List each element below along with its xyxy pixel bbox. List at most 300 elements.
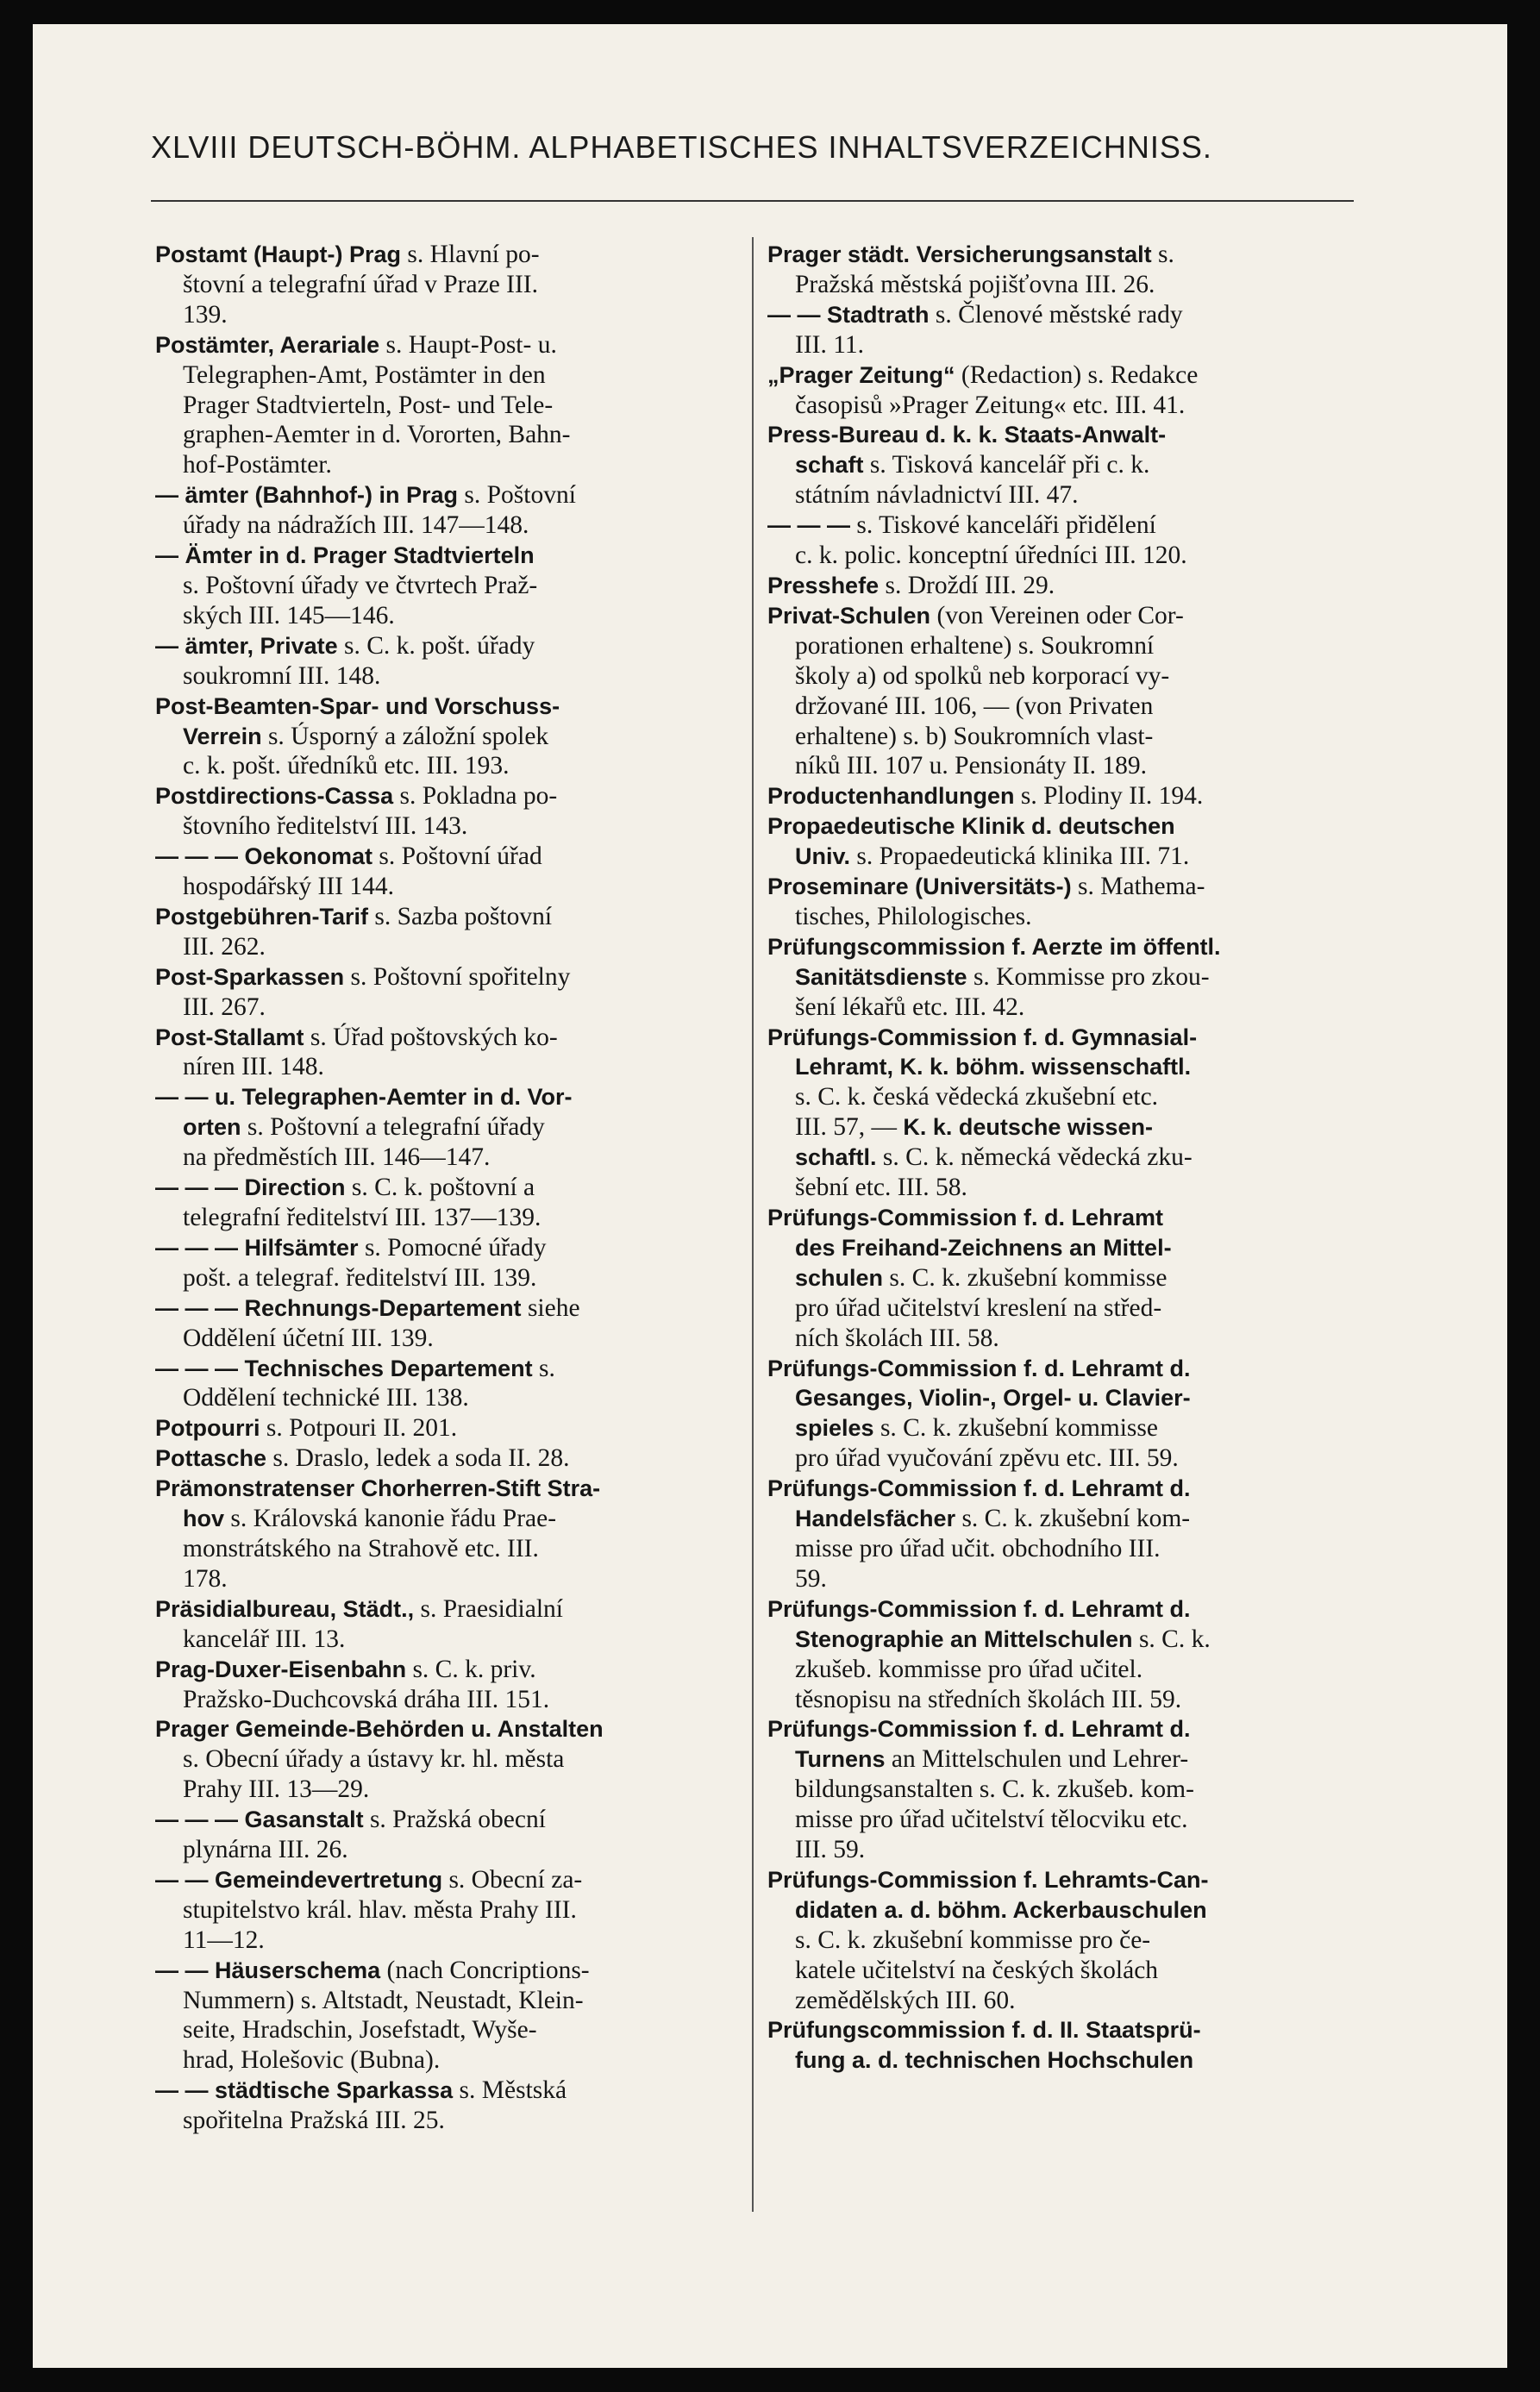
entry-line	[767, 1354, 1362, 1384]
entry-text: c. k. polic. konceptní úředníci III. 120.	[795, 542, 1187, 570]
entry-line	[767, 1865, 1362, 1895]
index-entry	[155, 1173, 750, 1233]
entry-text: státním návladnictví III. 47.	[795, 481, 1079, 510]
entry-line	[767, 1173, 1362, 1203]
entry-keyword: Prüfungs-Commission f. d. Lehramt d.	[767, 1475, 1191, 1502]
entry-line	[767, 1383, 1362, 1413]
entry-text: tisches, Philologisches.	[795, 902, 1032, 930]
entry-keyword: Prüfungscommission f. d. II. Staatsprü-	[767, 2017, 1201, 2044]
entry-text: s. Pokladna po-	[393, 782, 558, 811]
entry-line	[767, 601, 1362, 631]
entry-keyword: Prüfungs-Commission f. d. Lehramt d.	[767, 1595, 1191, 1622]
entry-line	[767, 932, 1362, 962]
entry-keyword: didaten a. d. böhm. Ackerbauschulen	[795, 1896, 1207, 1923]
entry-line	[767, 842, 1362, 872]
entry-text: an Mittelschulen und Lehrer-	[885, 1745, 1189, 1774]
entry-line	[155, 510, 750, 541]
entry-line	[767, 1775, 1362, 1805]
entry-text: s. Poštovní spořitelny	[344, 962, 571, 991]
entry-keyword: — — Stadtrath	[767, 301, 930, 328]
entry-text: Prahy III. 13—29.	[183, 1775, 370, 1804]
entry-line	[155, 1474, 750, 1504]
entry-text: Oddělení technické III. 138.	[183, 1384, 469, 1412]
entry-keyword: Postdirections-Cassa	[155, 783, 394, 810]
entry-line	[767, 751, 1362, 781]
entry-text: s. C. k. zkušební kom-	[955, 1505, 1191, 1533]
entry-keyword: Post-Sparkassen	[155, 963, 345, 990]
entry-text: ských III. 145—146.	[183, 601, 395, 629]
entry-keyword: spieles	[795, 1415, 874, 1442]
entry-line	[155, 1203, 750, 1233]
entry-text: Telegraphen-Amt, Postämter in den	[183, 360, 546, 389]
entry-text: s. Hlavní po-	[401, 241, 540, 268]
entry-line	[155, 1956, 750, 1986]
entry-text: s. Členové městské rady	[929, 300, 1183, 329]
index-entry	[767, 420, 1362, 510]
index-entry	[767, 510, 1362, 571]
index-entry	[767, 1474, 1362, 1594]
entry-text: s. Poštovní	[458, 481, 576, 510]
entry-line	[767, 631, 1362, 661]
entry-keyword: fung a. d. technischen Hochschulen	[795, 2047, 1194, 2074]
entry-line	[767, 510, 1362, 541]
entry-line	[767, 722, 1362, 752]
entry-keyword: Pottasche	[155, 1445, 267, 1472]
entry-text: s. C. k.	[1132, 1625, 1211, 1653]
entry-text: s. Tiskové kanceláři přidělení	[850, 511, 1156, 540]
entry-text: ních školách III. 58.	[795, 1324, 999, 1352]
entry-line	[155, 240, 750, 270]
entry-text: s. C. k. zkušební kommisse	[883, 1263, 1168, 1292]
index-entry	[155, 330, 750, 481]
entry-text: s.	[532, 1354, 555, 1382]
entry-line	[767, 872, 1362, 902]
entry-keyword: Post-Stallamt	[155, 1024, 304, 1050]
index-entry	[767, 781, 1362, 811]
entry-text: Pražsko-Duchcovská dráha III. 151.	[183, 1685, 550, 1713]
entry-keyword: schaft	[795, 452, 864, 479]
index-entry	[155, 541, 750, 631]
entry-line	[155, 300, 750, 330]
entry-text: hof-Postämter.	[183, 451, 332, 479]
entry-text: misse pro úřad učit. obchodního III.	[795, 1534, 1161, 1562]
entry-line	[155, 751, 750, 781]
entry-text: c. k. pošt. úředníků etc. III. 193.	[183, 752, 510, 780]
entry-keyword: Press-Bureau d. k. k. Staats-Anwalt-	[767, 422, 1167, 448]
right-column	[767, 240, 1362, 2076]
entry-line	[155, 962, 750, 992]
index-entry	[155, 1443, 750, 1474]
entry-text: s. Obecní úřady a ústavy kr. hl. města	[183, 1745, 565, 1774]
entry-keyword: Postämter, Aerariale	[155, 331, 380, 358]
entry-line	[767, 240, 1362, 270]
left-column	[155, 240, 750, 2136]
entry-text: zemědělských III. 60.	[795, 1986, 1016, 2014]
entry-line	[155, 1293, 750, 1324]
entry-line	[767, 1143, 1362, 1173]
entry-text: graphen-Aemter in d. Vororten, Bahn-	[183, 421, 571, 449]
entry-keyword: Stenographie an Mittelschulen	[795, 1625, 1133, 1652]
entry-line	[767, 1835, 1362, 1865]
entry-line	[767, 541, 1362, 571]
entry-text: s. Potpouri II. 201.	[260, 1414, 458, 1443]
entry-keyword: Prager städt. Versicherungsanstalt	[767, 241, 1152, 267]
entry-text: s. C. k. priv.	[406, 1655, 536, 1683]
entry-line	[155, 360, 750, 391]
entry-line	[767, 1534, 1362, 1564]
entry-text: erhaltene) s. b) Soukromních vlast-	[795, 722, 1154, 750]
entry-line	[767, 2045, 1362, 2076]
entry-line	[155, 1504, 750, 1534]
entry-text: telegrafní ředitelství III. 137—139.	[183, 1204, 542, 1231]
entry-keyword: Gesanges, Violin-, Orgel- u. Clavier-	[795, 1385, 1191, 1412]
entry-line	[767, 1564, 1362, 1594]
entry-line	[767, 1925, 1362, 1956]
entry-line	[155, 1233, 750, 1263]
entry-text: níren III. 148.	[183, 1053, 324, 1081]
index-entry	[155, 781, 750, 842]
entry-text: s. Úsporný a záložní spolek	[261, 722, 549, 750]
entry-keyword: Prämonstratenser Chorherren-Stift Stra-	[155, 1475, 601, 1502]
entry-line	[767, 360, 1362, 391]
entry-line	[767, 300, 1362, 330]
entry-text: s. Sazba poštovní	[368, 902, 553, 930]
entry-keyword: Post-Beamten-Spar- und Vorschuss-	[155, 692, 560, 719]
entry-line	[155, 601, 750, 631]
entry-line	[155, 781, 750, 811]
entry-line	[155, 1052, 750, 1082]
entry-text: s. Tisková kancelář při c. k.	[863, 451, 1150, 479]
entry-line	[767, 962, 1362, 992]
entry-line	[155, 692, 750, 722]
entry-line	[767, 1263, 1362, 1293]
entry-text: s. C. k. německá vědecká zku-	[876, 1143, 1193, 1172]
index-entry	[155, 902, 750, 962]
entry-line	[155, 1023, 750, 1053]
entry-keyword: Handelsfächer	[795, 1506, 956, 1532]
entry-line	[767, 781, 1362, 811]
entry-line	[767, 1023, 1362, 1053]
entry-text: s. Kommisse pro zkou-	[967, 962, 1210, 991]
entry-keyword: Sanitätsdienste	[795, 963, 967, 990]
entry-keyword: Proseminare (Universitäts-)	[767, 874, 1072, 900]
entry-keyword: Privat-Schulen	[767, 602, 931, 629]
entry-text: s. Mathema-	[1071, 873, 1205, 901]
index-entry	[155, 1413, 750, 1443]
entry-line	[155, 932, 750, 962]
entry-keyword: Prüfungs-Commission f. d. Lehramt d.	[767, 1716, 1191, 1743]
entry-line	[155, 1685, 750, 1715]
entry-line	[155, 571, 750, 601]
entry-keyword: — — u. Telegraphen-Aemter in d. Vor-	[155, 1084, 573, 1111]
column-divider	[752, 237, 754, 2212]
index-entry	[155, 1293, 750, 1354]
entry-text: s. Poštovní úřad	[372, 842, 542, 871]
entry-line	[767, 1956, 1362, 1986]
entry-line	[155, 1173, 750, 1203]
entry-line	[155, 1865, 750, 1895]
entry-line	[767, 1203, 1362, 1233]
entry-line	[155, 631, 750, 661]
index-entry	[155, 1865, 750, 1956]
entry-text: hrad, Holešovic (Bubna).	[183, 2046, 441, 2075]
entry-keyword: Prager Gemeinde-Behörden u. Anstalten	[155, 1716, 604, 1743]
entry-keyword: — — — Gasanstalt	[155, 1807, 364, 1833]
entry-text: (Redaction) s. Redakce	[955, 360, 1199, 389]
entry-text: (nach Concriptions-	[380, 1956, 590, 1984]
entry-text: s. Královská kanonie řádu Prae-	[224, 1505, 557, 1533]
entry-keyword: Presshefe	[767, 572, 880, 598]
entry-text: s. Haupt-Post- u.	[379, 330, 557, 359]
entry-line	[155, 1925, 750, 1956]
entry-text: porationen erhaltene) s. Soukromní	[795, 631, 1155, 660]
entry-line	[767, 1895, 1362, 1925]
index-entry	[767, 872, 1362, 932]
entry-text: štovní a telegrafní úřad v Praze III.	[183, 270, 539, 298]
entry-text: III. 57, —	[795, 1113, 904, 1142]
entry-text: III. 11.	[795, 330, 865, 359]
entry-line	[767, 270, 1362, 300]
entry-text: držované III. 106, — (von Privaten	[795, 692, 1154, 720]
entry-line	[155, 2045, 750, 2076]
entry-text: (von Vereinen oder Cor-	[930, 601, 1184, 629]
index-entry	[767, 1203, 1362, 1354]
entry-text: s. Draslo, ledek a soda II. 28.	[266, 1444, 570, 1473]
entry-line	[767, 1052, 1362, 1082]
entry-line	[767, 1504, 1362, 1534]
entry-line	[767, 1714, 1362, 1744]
entry-line	[155, 1112, 750, 1143]
entry-line	[767, 1474, 1362, 1504]
entry-line	[767, 2015, 1362, 2045]
entry-line	[155, 1354, 750, 1384]
entry-line	[767, 692, 1362, 722]
entry-line	[767, 1594, 1362, 1625]
entry-line	[767, 391, 1362, 421]
entry-text: pošt. a telegraf. ředitelství III. 139.	[183, 1263, 537, 1292]
entry-keyword: Prüfungs-Commission f. d. Gymnasial-	[767, 1024, 1198, 1050]
entry-line	[155, 872, 750, 902]
entry-text: s. Praesidialní	[414, 1594, 563, 1623]
entry-line	[767, 661, 1362, 692]
entry-line	[767, 1443, 1362, 1474]
entry-keyword: Turnens	[795, 1746, 886, 1773]
entry-keyword: Prüfungscommission f. Aerzte im öffentl.	[767, 933, 1221, 960]
entry-keyword: — — Häuserschema	[155, 1957, 381, 1983]
entry-line	[767, 571, 1362, 601]
entry-keyword: — — Gemeindevertretung	[155, 1866, 443, 1893]
entry-text: III. 262.	[183, 932, 266, 961]
entry-line	[155, 1805, 750, 1835]
entry-text: s. Droždí III. 29.	[879, 571, 1055, 599]
entry-text: štovního ředitelství III. 143.	[183, 812, 468, 841]
entry-text: úřady na nádražích III. 147—148.	[183, 511, 529, 540]
entry-line	[767, 1324, 1362, 1354]
index-entry	[767, 932, 1362, 1023]
entry-text: s. Poštovní úřady ve čtvrtech Praž-	[183, 571, 538, 599]
entry-keyword: Lehramt, K. k. böhm. wissenschaftl.	[795, 1054, 1192, 1080]
entry-keyword: schaftl.	[795, 1144, 877, 1171]
entry-text: s. Plodiny II. 194.	[1014, 782, 1204, 811]
entry-keyword: — — — Direction	[155, 1174, 346, 1201]
entry-text: s. Propaedeutická klinika III. 71.	[850, 842, 1190, 871]
index-entry	[767, 1354, 1362, 1475]
entry-line	[155, 1263, 750, 1293]
entry-line	[155, 1324, 750, 1354]
entry-text: Pražská městská pojišťovna III. 26.	[795, 270, 1155, 298]
entry-text: s. C. k. česká vědecká zkušební etc.	[795, 1083, 1159, 1111]
entry-line	[767, 1413, 1362, 1443]
entry-text: šení lékařů etc. III. 42.	[795, 992, 1025, 1021]
entry-text: s. Úřad poštovských ko-	[304, 1023, 558, 1051]
index-entry	[155, 962, 750, 1023]
index-entry	[767, 1865, 1362, 2016]
entry-line	[155, 722, 750, 752]
entry-line	[155, 1413, 750, 1443]
index-entry	[155, 1714, 750, 1805]
entry-text: školy a) od spolků neb korporací vy-	[795, 661, 1170, 690]
entry-keyword: — — —	[767, 512, 851, 539]
page-header: XLVIII DEUTSCH-BÖHM. ALPHABETISCHES INHALTSVERZEICHNISS.	[151, 129, 1212, 165]
entry-keyword: Prüfungs-Commission f. Lehramts-Can-	[767, 1866, 1209, 1893]
entry-text: Nummern) s. Altstadt, Neustadt, Klein-	[183, 1986, 584, 2014]
entry-line	[155, 1564, 750, 1594]
entry-keyword: — — — Oekonomat	[155, 843, 373, 870]
index-entry	[767, 811, 1362, 872]
entry-line	[155, 1835, 750, 1865]
entry-keyword: Univ.	[795, 843, 851, 870]
entry-line	[155, 1986, 750, 2016]
index-entry	[155, 1233, 750, 1293]
index-entry	[767, 300, 1362, 360]
entry-line	[155, 391, 750, 421]
entry-keyword: des Freihand-Zeichnens an Mittel-	[795, 1234, 1172, 1261]
entry-text: níků III. 107 u. Pensionáty II. 189.	[795, 752, 1148, 780]
entry-line	[155, 1383, 750, 1413]
entry-keyword: — ämter (Bahnhof-) in Prag	[155, 482, 459, 509]
entry-line	[155, 842, 750, 872]
entry-keyword: Propaedeutische Klinik d. deutschen	[767, 813, 1175, 840]
entry-keyword: Prüfungs-Commission f. d. Lehramt	[767, 1205, 1164, 1230]
entry-keyword: hov	[183, 1506, 225, 1532]
entry-text: pro úřad vyučování zpěvu etc. III. 59.	[795, 1444, 1179, 1473]
entry-line	[767, 811, 1362, 842]
entry-text: s. Pomocné úřady	[358, 1233, 547, 1262]
entry-text: soukromní III. 148.	[183, 661, 381, 690]
entry-line	[155, 480, 750, 510]
entry-keyword: — — — Rechnungs-Departement	[155, 1294, 522, 1321]
entry-line	[767, 1625, 1362, 1655]
entry-text: Oddělení účetní III. 139.	[183, 1324, 434, 1352]
header-rule	[151, 200, 1354, 202]
entry-line	[155, 450, 750, 480]
entry-text: 59.	[795, 1564, 827, 1593]
index-entry	[767, 1714, 1362, 1865]
entry-line	[155, 541, 750, 571]
entry-line	[155, 1082, 750, 1112]
entry-text: s. Obecní za-	[442, 1865, 583, 1894]
entry-line	[767, 420, 1362, 450]
entry-line	[767, 1112, 1362, 1143]
entry-line	[767, 902, 1362, 932]
entry-line	[155, 1744, 750, 1775]
entry-line	[767, 992, 1362, 1023]
entry-line	[767, 1685, 1362, 1715]
entry-line	[767, 1082, 1362, 1112]
entry-line	[155, 902, 750, 932]
entry-line	[767, 330, 1362, 360]
entry-text: pro úřad učitelství kreslení na střed-	[795, 1293, 1162, 1322]
entry-text: s. Městská	[453, 2076, 567, 2105]
entry-line	[155, 811, 750, 842]
index-entry	[155, 842, 750, 902]
entry-line	[767, 1805, 1362, 1835]
entry-line	[155, 1143, 750, 1173]
entry-text: zkušeb. kommisse pro úřad učitel.	[795, 1655, 1143, 1683]
entry-line	[767, 1233, 1362, 1263]
entry-text: hospodářský III 144.	[183, 873, 394, 901]
index-entry	[767, 2015, 1362, 2076]
entry-text: s. C. k. zkušební kommisse	[873, 1414, 1158, 1443]
entry-text: III. 59.	[795, 1836, 866, 1864]
entry-keyword: — — städtische Sparkassa	[155, 2077, 454, 2104]
entry-text: kancelář III. 13.	[183, 1625, 346, 1653]
index-entry	[155, 1023, 750, 1083]
entry-text: s.	[1151, 241, 1174, 268]
entry-text: s. C. k. zkušební kommisse pro če-	[795, 1925, 1151, 1954]
entry-keyword: Präsidialbureau, Städt.,	[155, 1595, 415, 1622]
entry-keyword: Postamt (Haupt-) Prag	[155, 241, 402, 267]
entry-line	[155, 1625, 750, 1655]
entry-keyword: Prag-Duxer-Eisenbahn	[155, 1656, 407, 1682]
entry-keyword: Productenhandlungen	[767, 783, 1015, 810]
entry-text: seite, Hradschin, Josefstadt, Wyše-	[183, 2016, 537, 2044]
entry-text: spořitelna Pražská III. 25.	[183, 2107, 445, 2135]
index-entry	[767, 1023, 1362, 1203]
entry-text: s. Poštovní a telegrafní úřady	[241, 1113, 545, 1142]
entry-keyword: Postgebühren-Tarif	[155, 903, 369, 930]
index-entry	[767, 240, 1362, 300]
index-entry	[155, 1805, 750, 1865]
entry-line	[155, 2015, 750, 2045]
entry-text: monstrátského na Strahově etc. III.	[183, 1534, 539, 1562]
index-entry	[155, 631, 750, 692]
entry-line	[155, 1534, 750, 1564]
index-entry	[155, 1956, 750, 2076]
entry-keyword: Verrein	[183, 723, 262, 749]
index-entry	[155, 692, 750, 782]
entry-text: Prager Stadtvierteln, Post- und Tele-	[183, 391, 554, 419]
index-entry	[155, 1354, 750, 1414]
index-entry	[155, 2076, 750, 2136]
entry-text: s. Pražská obecní	[363, 1806, 546, 1834]
index-entry	[767, 601, 1362, 781]
entry-text: s. C. k. pošt. úřady	[337, 631, 535, 660]
entry-line	[767, 450, 1362, 480]
entry-keyword: K. k. deutsche wissen-	[903, 1114, 1153, 1141]
entry-line	[155, 1594, 750, 1625]
entry-line	[155, 2076, 750, 2106]
entry-keyword: — Ämter in d. Prager Stadtvierteln	[155, 542, 535, 569]
entry-line	[155, 1714, 750, 1744]
entry-text: 11—12.	[183, 1925, 265, 1954]
entry-keyword: — — — Technisches Departement	[155, 1355, 533, 1381]
entry-line	[155, 992, 750, 1023]
index-entry	[155, 1082, 750, 1173]
index-entry	[767, 571, 1362, 601]
entry-line	[155, 270, 750, 300]
entry-line	[155, 1895, 750, 1925]
